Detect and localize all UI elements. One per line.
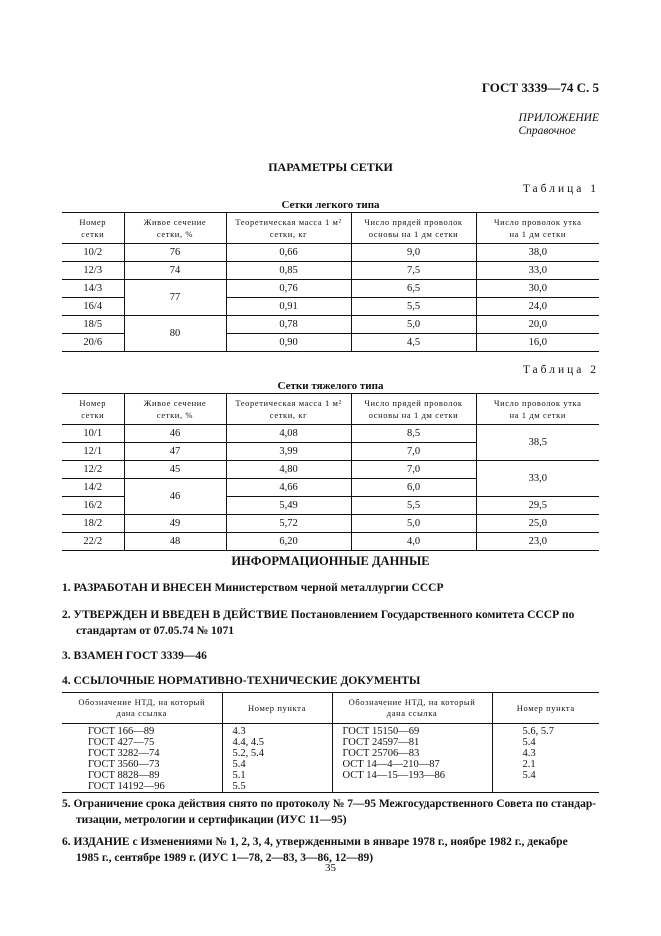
table-cell: 7,0 — [351, 443, 476, 461]
table-cell: 3,99 — [226, 443, 351, 461]
table-cell: ГОСТ 8828—89 — [88, 770, 160, 781]
header-cell: Номер пункта — [222, 693, 332, 724]
table-row — [62, 262, 599, 280]
table-cell: 12/3 — [62, 262, 124, 280]
header-text: Теоретическая масса 1 м² — [235, 217, 342, 227]
table-cell: 4,5 — [351, 334, 476, 352]
header-cell — [351, 213, 476, 244]
header-text: сетки, % — [156, 229, 194, 239]
table-cell: 6,5 — [351, 280, 476, 298]
header-text: Обозначение НТД, на который — [348, 697, 476, 707]
appendix-title: ПРИЛОЖЕНИЕ — [518, 112, 599, 124]
table-cell: 10/1 — [62, 425, 124, 443]
table2-subtitle: Сетки тяжелого типа — [277, 380, 384, 392]
table-cell: ГОСТ 14192—96 — [62, 781, 222, 793]
table-cell: 20,0 — [476, 316, 599, 334]
table-cell: 22/2 — [62, 533, 124, 551]
header-text: дана ссылка — [116, 708, 167, 718]
info-title: ИНФОРМАЦИОННЫЕ ДАННЫЕ — [231, 554, 430, 568]
table-cell: 25,0 — [476, 515, 599, 533]
header-text: Живое сечение — [143, 398, 207, 408]
table-row — [62, 461, 599, 479]
table-cell: 23,0 — [476, 533, 599, 551]
table-cell — [492, 781, 599, 793]
table-cell: ГОСТ 166—89 — [88, 726, 155, 737]
header-text: Число прядей проволок — [364, 398, 463, 408]
table-cell: 5.1 — [222, 770, 332, 781]
header-text: Номер — [79, 398, 107, 408]
table-cell: 33,0 — [476, 262, 599, 280]
table-cell: 5,72 — [226, 515, 351, 533]
info-item-6: 6. ИЗДАНИЕ с Изменениями № 1, 2, 3, 4, утвержденными в январе 1978 г., ноябре 1982 г., декабре 1985 г., сентябре 1989 г. (ИУС 1—78, 2—83, 3—86, 12—89) — [62, 836, 568, 864]
info-item-1: 1. РАЗРАБОТАН И ВНЕСЕН Министерством черной металлургии СССР — [62, 582, 444, 594]
table-cell: 5,5 — [351, 298, 476, 316]
table-cell: 49 — [124, 515, 226, 533]
table-cell: 12/2 — [62, 461, 124, 479]
table-row — [62, 724, 599, 738]
table-cell: 5,0 — [351, 316, 476, 334]
table-row — [62, 515, 599, 533]
header-cell — [351, 394, 476, 425]
table-cell: ГОСТ 3282—74 — [88, 748, 160, 759]
table-cell: ГОСТ 15150—69 — [332, 724, 492, 738]
table-cell: 0,66 — [226, 244, 351, 262]
table-cell: 74 — [124, 262, 226, 280]
page-number: 35 — [325, 862, 336, 874]
table-cell: 30,0 — [476, 280, 599, 298]
appendix-label — [519, 112, 599, 138]
table-cell: 45 — [124, 461, 226, 479]
info-item-2: 2. УТВЕРЖДЕН И ВВЕДЕН В ДЕЙСТВИЕ Постановлением Государственного комитета СССР по стандартам от 07.05.74 № 1071 — [62, 609, 575, 637]
table-row — [62, 244, 599, 262]
table-cell: 5.6, 5.7 — [492, 724, 599, 738]
ref-header-row — [62, 693, 599, 724]
header-text: сетки — [81, 410, 105, 420]
table-cell: ГОСТ 427—75 — [88, 737, 155, 748]
header-cell — [124, 394, 226, 425]
table-cell: 38,5 — [476, 425, 599, 461]
table-cell: 18/5 — [62, 316, 124, 334]
table-cell: 33,0 — [476, 461, 599, 497]
table-cell: 2.1 — [492, 759, 599, 770]
header-text: сетки, кг — [269, 410, 308, 420]
table-cell: 4,0 — [351, 533, 476, 551]
table-cell: 29,5 — [476, 497, 599, 515]
table-cell: 5.4 — [492, 737, 599, 748]
table-cell: 4,80 — [226, 461, 351, 479]
table-cell: 80 — [124, 316, 226, 352]
table-cell: 12/1 — [62, 443, 124, 461]
header-cell — [62, 394, 124, 425]
table-cell: 5.4 — [222, 759, 332, 770]
table-cell: 4,66 — [226, 479, 351, 497]
header-cell — [62, 693, 222, 724]
table-cell: 46 — [124, 479, 226, 515]
table-row — [62, 781, 599, 793]
table-cell: 0,90 — [226, 334, 351, 352]
table-cell: 47 — [124, 443, 226, 461]
header-text: Живое сечение — [143, 217, 207, 227]
table2 — [62, 393, 599, 551]
table-cell: ГОСТ 24597—81 — [332, 737, 492, 748]
table-cell: 76 — [124, 244, 226, 262]
table-row — [62, 770, 599, 781]
header-cell — [226, 394, 351, 425]
table-cell: 5.5 — [222, 781, 332, 793]
table-cell: 0,85 — [226, 262, 351, 280]
info-item-5: 5. Ограничение срока действия снято по протоколу № 7—95 Межгосударственного Совета по стандар- тизации, метрологии и сертификации (ИУС 11—95) — [62, 798, 597, 826]
table-cell: 4.4, 4.5 — [222, 737, 332, 748]
table-cell: 14/2 — [62, 479, 124, 497]
table-cell: ОСТ 14—4—210—87 — [332, 759, 492, 770]
table-cell: 24,0 — [476, 298, 599, 316]
table-cell: 5.4 — [492, 770, 599, 781]
table-cell: 5,5 — [351, 497, 476, 515]
table-row — [62, 425, 599, 443]
table-cell: 9,0 — [351, 244, 476, 262]
table-cell: 5.2, 5.4 — [222, 748, 332, 759]
references-table — [62, 692, 599, 793]
table-cell: 0,78 — [226, 316, 351, 334]
header-text: Номер — [79, 217, 107, 227]
table-cell: 38,0 — [476, 244, 599, 262]
table-cell: 5,0 — [351, 515, 476, 533]
table2-header-row — [62, 394, 599, 425]
header-text: Обозначение НТД, на который — [78, 697, 206, 707]
header-text: сетки, % — [156, 410, 194, 420]
table-cell: ГОСТ 25706—83 — [332, 748, 492, 759]
appendix-note: Справочное — [518, 125, 576, 137]
table-cell: 77 — [124, 280, 226, 316]
table-row — [62, 316, 599, 334]
table-cell: 0,76 — [226, 280, 351, 298]
table-cell: 16/2 — [62, 497, 124, 515]
table-cell: 18/2 — [62, 515, 124, 533]
info-item-4: 4. ССЫЛОЧНЫЕ НОРМАТИВНО-ТЕХНИЧЕСКИЕ ДОКУМЕНТЫ — [62, 675, 421, 687]
table1 — [62, 212, 599, 352]
table-cell: 46 — [124, 425, 226, 443]
header-text: на 1 дм сетки — [509, 229, 566, 239]
table-row — [62, 759, 599, 770]
header-text: основы на 1 дм сетки — [368, 229, 459, 239]
table-cell: ОСТ 14—15—193—86 — [332, 770, 492, 781]
header-text: сетки, кг — [269, 229, 308, 239]
table-cell: 5,49 — [226, 497, 351, 515]
table-cell: 0,91 — [226, 298, 351, 316]
table-row — [62, 533, 599, 551]
header-text: основы на 1 дм сетки — [368, 410, 459, 420]
table-cell — [332, 781, 492, 793]
table1-header-row — [62, 213, 599, 244]
table-cell: 6,0 — [351, 479, 476, 497]
table2-label: Таблица 2 — [522, 364, 599, 376]
table1-subtitle: Сетки легкого типа — [281, 199, 380, 211]
table-cell: 6,20 — [226, 533, 351, 551]
header-text: Число проволок утка — [494, 398, 582, 408]
table-cell: 10/2 — [62, 244, 124, 262]
header-text: Число прядей проволок — [364, 217, 463, 227]
header-cell — [226, 213, 351, 244]
header-cell — [124, 213, 226, 244]
table-cell: 4,08 — [226, 425, 351, 443]
table-cell: 8,5 — [351, 425, 476, 443]
table-cell: 7,5 — [351, 262, 476, 280]
header-text: на 1 дм сетки — [509, 410, 566, 420]
table-cell: 4.3 — [492, 748, 599, 759]
header-cell: Номер пункта — [492, 693, 599, 724]
header-cell — [476, 394, 599, 425]
header-cell — [62, 213, 124, 244]
table-cell: 7,0 — [351, 461, 476, 479]
table-cell: 48 — [124, 533, 226, 551]
header-text: дана ссылка — [386, 708, 438, 718]
info-item-3: 3. ВЗАМЕН ГОСТ 3339—46 — [62, 650, 207, 662]
table-cell: 20/6 — [62, 334, 124, 352]
table-row — [62, 748, 599, 759]
table-cell: ГОСТ 3560—73 — [88, 759, 160, 770]
table-cell: 14/3 — [62, 280, 124, 298]
table-cell: 16/4 — [62, 298, 124, 316]
header-text: сетки — [81, 229, 105, 239]
table-cell: 4.3 — [222, 724, 332, 738]
table-row — [62, 737, 599, 748]
table-cell: 16,0 — [476, 334, 599, 352]
gost-header: ГОСТ 3339—74 С. 5 — [481, 80, 599, 95]
table1-label: Таблица 1 — [522, 183, 599, 195]
header-cell — [332, 693, 492, 724]
header-text: Число проволок утка — [494, 217, 582, 227]
header-text: Теоретическая масса 1 м² — [235, 398, 342, 408]
header-cell — [476, 213, 599, 244]
table-row — [62, 280, 599, 298]
page-title: ПАРАМЕТРЫ СЕТКИ — [268, 160, 393, 174]
